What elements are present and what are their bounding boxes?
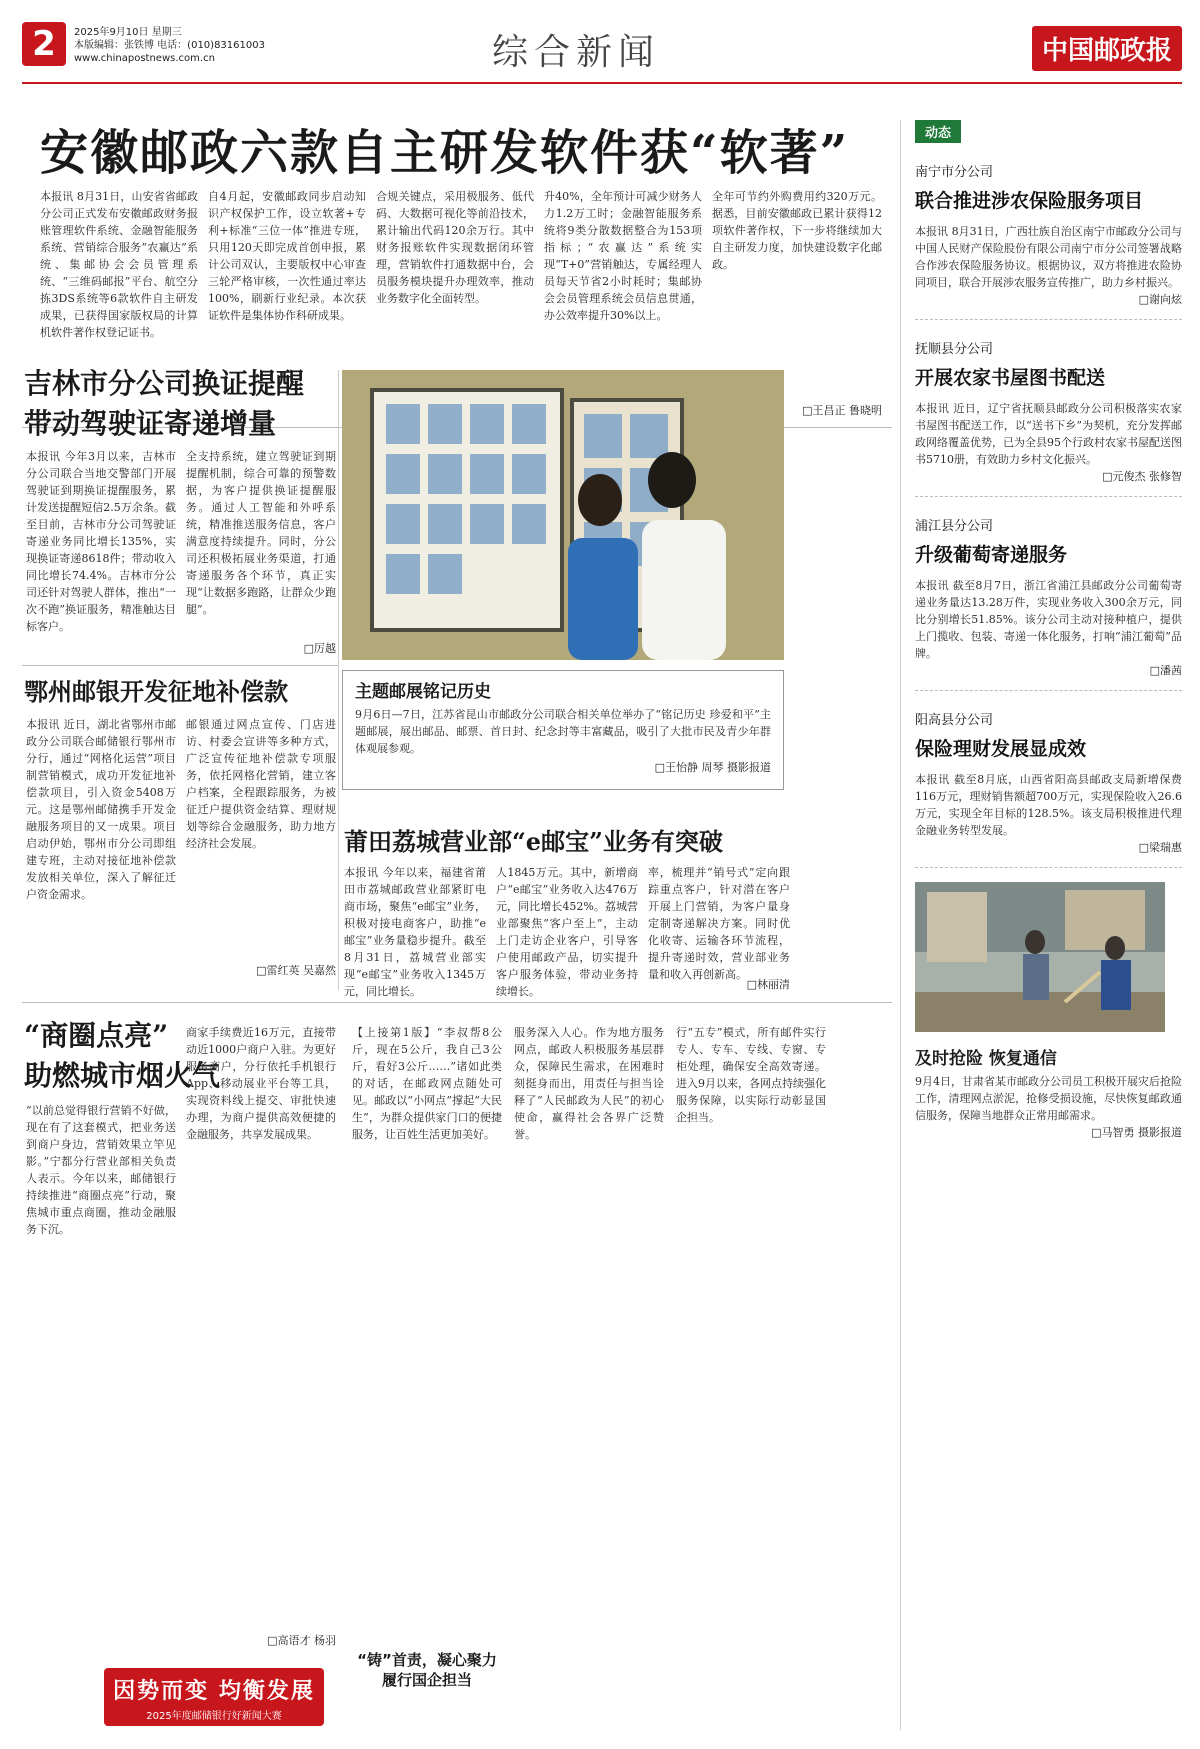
jilin-byline: □厉越 — [303, 642, 336, 655]
ezhou-byline: □雷红英 吴嘉然 — [256, 964, 336, 977]
masthead — [22, 18, 1182, 84]
lead-col-5: 全年可节约外购费用约320万元。据悉，目前安徽邮政已累计获得12项软件著作权，下一步将继续加大自主研发力度，加快建设数字化邮政。 — [712, 190, 882, 271]
lead-col-4: 升40%，全年预计可减少财务人力1.2万工时；金融智能服务系统将9类分散数据整合为153项指标；“农赢达”系统实现“T+0”营销触达，专属经理人员每天节省2小时耗时；集邮协会会员管理系统会员信息贯通，办公效率提升30%以上。 — [544, 190, 702, 322]
photo-caption-title: 主题邮展铭记历史 — [355, 682, 491, 702]
divider — [22, 1002, 892, 1003]
brief-item — [915, 709, 1182, 868]
brief-unit: 南宁市分公司 — [915, 165, 994, 180]
sidebar-tag: 动态 — [915, 120, 961, 143]
brief-byline: □谢向炫 — [1138, 293, 1182, 306]
shangquan-byline: □高语才 杨羽 — [267, 1634, 336, 1647]
putian-col-3: 率，梳理并“销号式”定向跟踪重点客户，针对潜在客户开展上门营销，为客户量身定制寄递解决方案。同时优化收寄、运输各环节流程，提升寄递时效，营业部业务量和收入再创新高。 — [648, 866, 790, 981]
putian-col-1: 本报讯 今年以来，福建省莆田市荔城邮政营业部紧盯电商市场，聚焦“e邮宝”业务，积极对接电商客户，助推“e邮宝”业务量稳步提升。截至8月31日，荔城营业部实现“e邮宝”业务收入1345万元，同比增长。 — [344, 866, 486, 998]
brief-body: 本报讯 8月31日，广西壮族自治区南宁市邮政分公司与中国人民财产保险股份有限公司南宁市分公司签署战略合作涉农保险服务协议。根据协议，双方将推进农险协同项目，联合开展涉农服务宣传推广，助力乡村振兴。 — [915, 225, 1182, 289]
section-title: 综合新闻 — [492, 32, 661, 73]
brief-headline: 开展农家书屋图书配送 — [915, 367, 1106, 389]
lead-col-1: 本报讯 8月31日，山安省省邮政分公司正式发布安徽邮政财务报账管理软件系统、金融智能服务系统、营销综合服务“农赢达”系统、集邮协会会员管理系统、“三维码邮报”平台、航空分拣3DS系统等6款软件自主研发成果，已获得国家版权局的计算机软件著作权登记证书。 — [40, 190, 198, 339]
photo-caption — [342, 670, 784, 790]
brief-headline: 升级葡萄寄递服务 — [915, 544, 1068, 566]
putian-byline: □林丽清 — [746, 978, 790, 991]
flood-repair-photo — [915, 882, 1182, 1140]
brief-body: 本报讯 截至8月7日，浙江省浦江县邮政分公司葡萄寄递业务量达13.28万件，实现业务收入300余万元，同比分别增长51.85%。该分公司主动对接种植户，提供上门揽收、包装、寄递一体化服务，打响“浦江葡萄”品牌。 — [915, 579, 1182, 660]
brief-unit: 抚顺县分公司 — [915, 342, 994, 357]
brief-headline: 保险理财发展显成效 — [915, 738, 1087, 760]
main-content — [22, 92, 892, 1732]
ezhou-col-2: 邮银通过网点宣传、门店进访、村委会宣讲等多种方式，广泛宣传征地补偿款专项服务，依托网格化营销，建立客户档案，全程跟踪服务，为被征迁户提供资金结算、理财规划等综合金融服务，助力地方经济社会发展。 — [186, 718, 336, 850]
photo-caption-body: 9月6日—7日，江苏省昆山市邮政分公司联合相关单位举办了“铭记历史 珍爱和平”主题邮展，展出邮品、邮票、首日封、纪念封等丰富藏品，吸引了大批市民及青少年群体观展参观。 — [355, 708, 771, 755]
brief-item — [915, 515, 1182, 691]
issue-date: 2025年9月10日 星期三 — [74, 27, 182, 38]
shangquan-headline: “商圈点亮” 助燃城市烟火气 — [24, 1019, 221, 1092]
website-link[interactable]: www.chinapostnews.com.cn — [74, 53, 215, 64]
shangquan-subtitle: “铸”首责，凝心聚力 履行国企担当 — [357, 1651, 497, 1689]
lead-col-2: 自4月起，安徽邮政同步启动知识产权保护工作，设立软著+专利+标准“三位一体”推进专班，只用120天即完成首创申报，累计公司双认，主要版权中心审查三轮严格审核，一次性通过率达100%，刷新行业纪录。本次获证软件是集体协作科研成果。 — [208, 190, 366, 322]
ezhou-col-1: 本报讯 近日，湖北省鄂州市邮政分公司联合邮储银行鄂州市分行，通过“网格化运营”项目制营销模式，成功开发征地补偿款项目，引入资金5408万元。这是鄂州邮储携手开发金融服务项目的又一成果。项目启动伊始，鄂州市分公司即组建专班，主动对接征地补偿款发放相关单位，深入了解征迁户资金需求。 — [26, 718, 176, 901]
shangquan-col-2: 商家手续费近16万元，直接带动近1000户商户入驻。为更好服务商户，分行依托手机银行App、移动展业平台等工具，实现资料线上提交、审批快速办理，为商户提供高效便捷的金融服务，共享发展成果。 — [186, 1026, 336, 1141]
brief-body: 本报讯 近日，辽宁省抚顺县邮政分公司积极落实农家书屋图书配送工作，以“送书下乡”为契机，充分发挥邮政网络覆盖优势，已为全县95个行政村农家书屋配送图书5710册，有效助力乡村文化振兴。 — [915, 402, 1182, 466]
editor-info: 本版编辑：张铁博 电话：(010)83161003 — [74, 40, 265, 51]
shangquan-col-1: “以前总觉得银行营销不好做，现在有了这套模式，把业务送到商户身边，营销效果立竿见影。”宁都分行营业部相关负责人表示。今年以来，邮储银行持续推进“商圈点亮”行动，聚焦城市重点商圈，推动金融服务下沉。 — [26, 1104, 176, 1236]
stamp-exhibition-photo — [342, 370, 784, 660]
brief-unit: 浦江县分公司 — [915, 519, 994, 534]
brief-headline: 联合推进涉农保险服务项目 — [915, 190, 1144, 212]
brief-byline: □元俊杰 张修智 — [1102, 470, 1182, 483]
divider — [22, 665, 338, 666]
divider — [338, 370, 339, 990]
jilin-col-1: 本报讯 今年3月以来，吉林市分公司联合当地交警部门开展驾驶证到期换证提醒服务，累计发送提醒短信2.5万余条。截至目前，吉林市分公司驾驶证寄递业务同比增长135%，实现换证寄递8618件；带动收入同比增长74.4%。吉林市分公司还针对驾驶人群体，推出“一次不跑”换证服务，精准触达目标客户。 — [26, 450, 176, 633]
ezhou-headline: 鄂州邮银开发征地补偿款 — [24, 677, 288, 706]
issue-meta — [74, 26, 265, 65]
flood-caption-byline: □马智勇 摄影报道 — [1091, 1126, 1182, 1139]
putian-col-2: 人1845万元。其中，新增商户“e邮宝”业务收入达476万元，同比增长452%。荔城营业部聚焦“客户至上”，主动上门走访企业客户，引导客户使用邮政产品，切实提升客户服务体验，带动业务持续增长。 — [496, 866, 638, 998]
newspaper-logo: 中国邮政报 — [1032, 26, 1182, 71]
jilin-col-2: 全支持系统，建立驾驶证到期提醒机制，综合可靠的预警数据，为客户提供换证提醒服务。通过人工智能和外呼系统，精准推送服务信息，客户满意度持续提升。同时，分公司还积极拓展业务渠道，打通寄递服务各个环节，真正实现“让数据多跑路，让群众少跑腿”。 — [186, 450, 336, 616]
lead-byline: □王昌正 鲁晓明 — [802, 404, 882, 417]
shangquan-col-4: 服务深入人心。作为地方服务网点，邮政人积极服务基层群众，保障民生需求，在困难时刻挺身而出，用责任与担当诠释了“人民邮政为人民”的初心使命，赢得社会各界广泛赞誉。 — [514, 1026, 664, 1141]
lead-col-3: 合规关键点，采用极服务、低代码、大数据可视化等前沿技术，累计输出代码120余万行。其中财务报账软件实现数据闭环管理，营销软件打通数据中台，会员服务模块提升办理效率，推动业务数字化全面转型。 — [376, 190, 534, 305]
shangquan-col-5: 行“五专”模式，所有邮件实行专人、专车、专线、专窗、专柜处理，确保安全高效寄递。进入9月以来，各网点持续强化服务保障，以实际行动彰显国企担当。 — [676, 1026, 826, 1124]
news-brief-sidebar — [900, 120, 1182, 1730]
flood-caption-body: 9月4日，甘肃省某市邮政分公司员工积极开展灾后抢险工作，清理网点淤泥，抢修受损设施，尽快恢复邮政通信服务，保障当地群众正常用邮需求。 — [915, 1075, 1182, 1122]
contest-banner: 因势而变 均衡发展 2025年度邮储银行好新闻大赛 — [104, 1668, 324, 1726]
flood-caption-title: 及时抢险 恢复通信 — [915, 1049, 1057, 1069]
brief-item — [915, 338, 1182, 497]
brief-unit: 阳高县分公司 — [915, 713, 994, 728]
brief-body: 本报讯 截至8月底，山西省阳高县邮政支局新增保费116万元，理财销售额超700万元，实现保险收入26.6万元，实现全年目标的128.5%。该支局积极推进代理金融业务转型发展。 — [915, 773, 1182, 837]
putian-headline: 莆田荔城营业部“e邮宝”业务有突破 — [344, 827, 723, 856]
brief-byline: □梁瑞惠 — [1138, 841, 1182, 854]
page-number: 2 — [22, 22, 66, 66]
lead-headline: 安徽邮政六款自主研发软件获“软著” — [40, 125, 850, 181]
brief-byline: □潘茜 — [1149, 664, 1182, 677]
shangquan-col-3: 【上接第1版】“李叔帮8公斤，现在5公斤，我自己3公斤，看好3公斤……”诸如此类的对话，在邮政网点随处可见。邮政以“小网点”撑起“大民生”，为群众提供家门口的便捷服务，让百姓生活更加美好。 — [352, 1026, 502, 1141]
brief-item — [915, 161, 1182, 320]
photo-caption-byline: □王怡静 周琴 摄影报道 — [654, 761, 771, 774]
jilin-headline: 吉林市分公司换证提醒 带动驾驶证寄递增量 — [24, 367, 305, 440]
